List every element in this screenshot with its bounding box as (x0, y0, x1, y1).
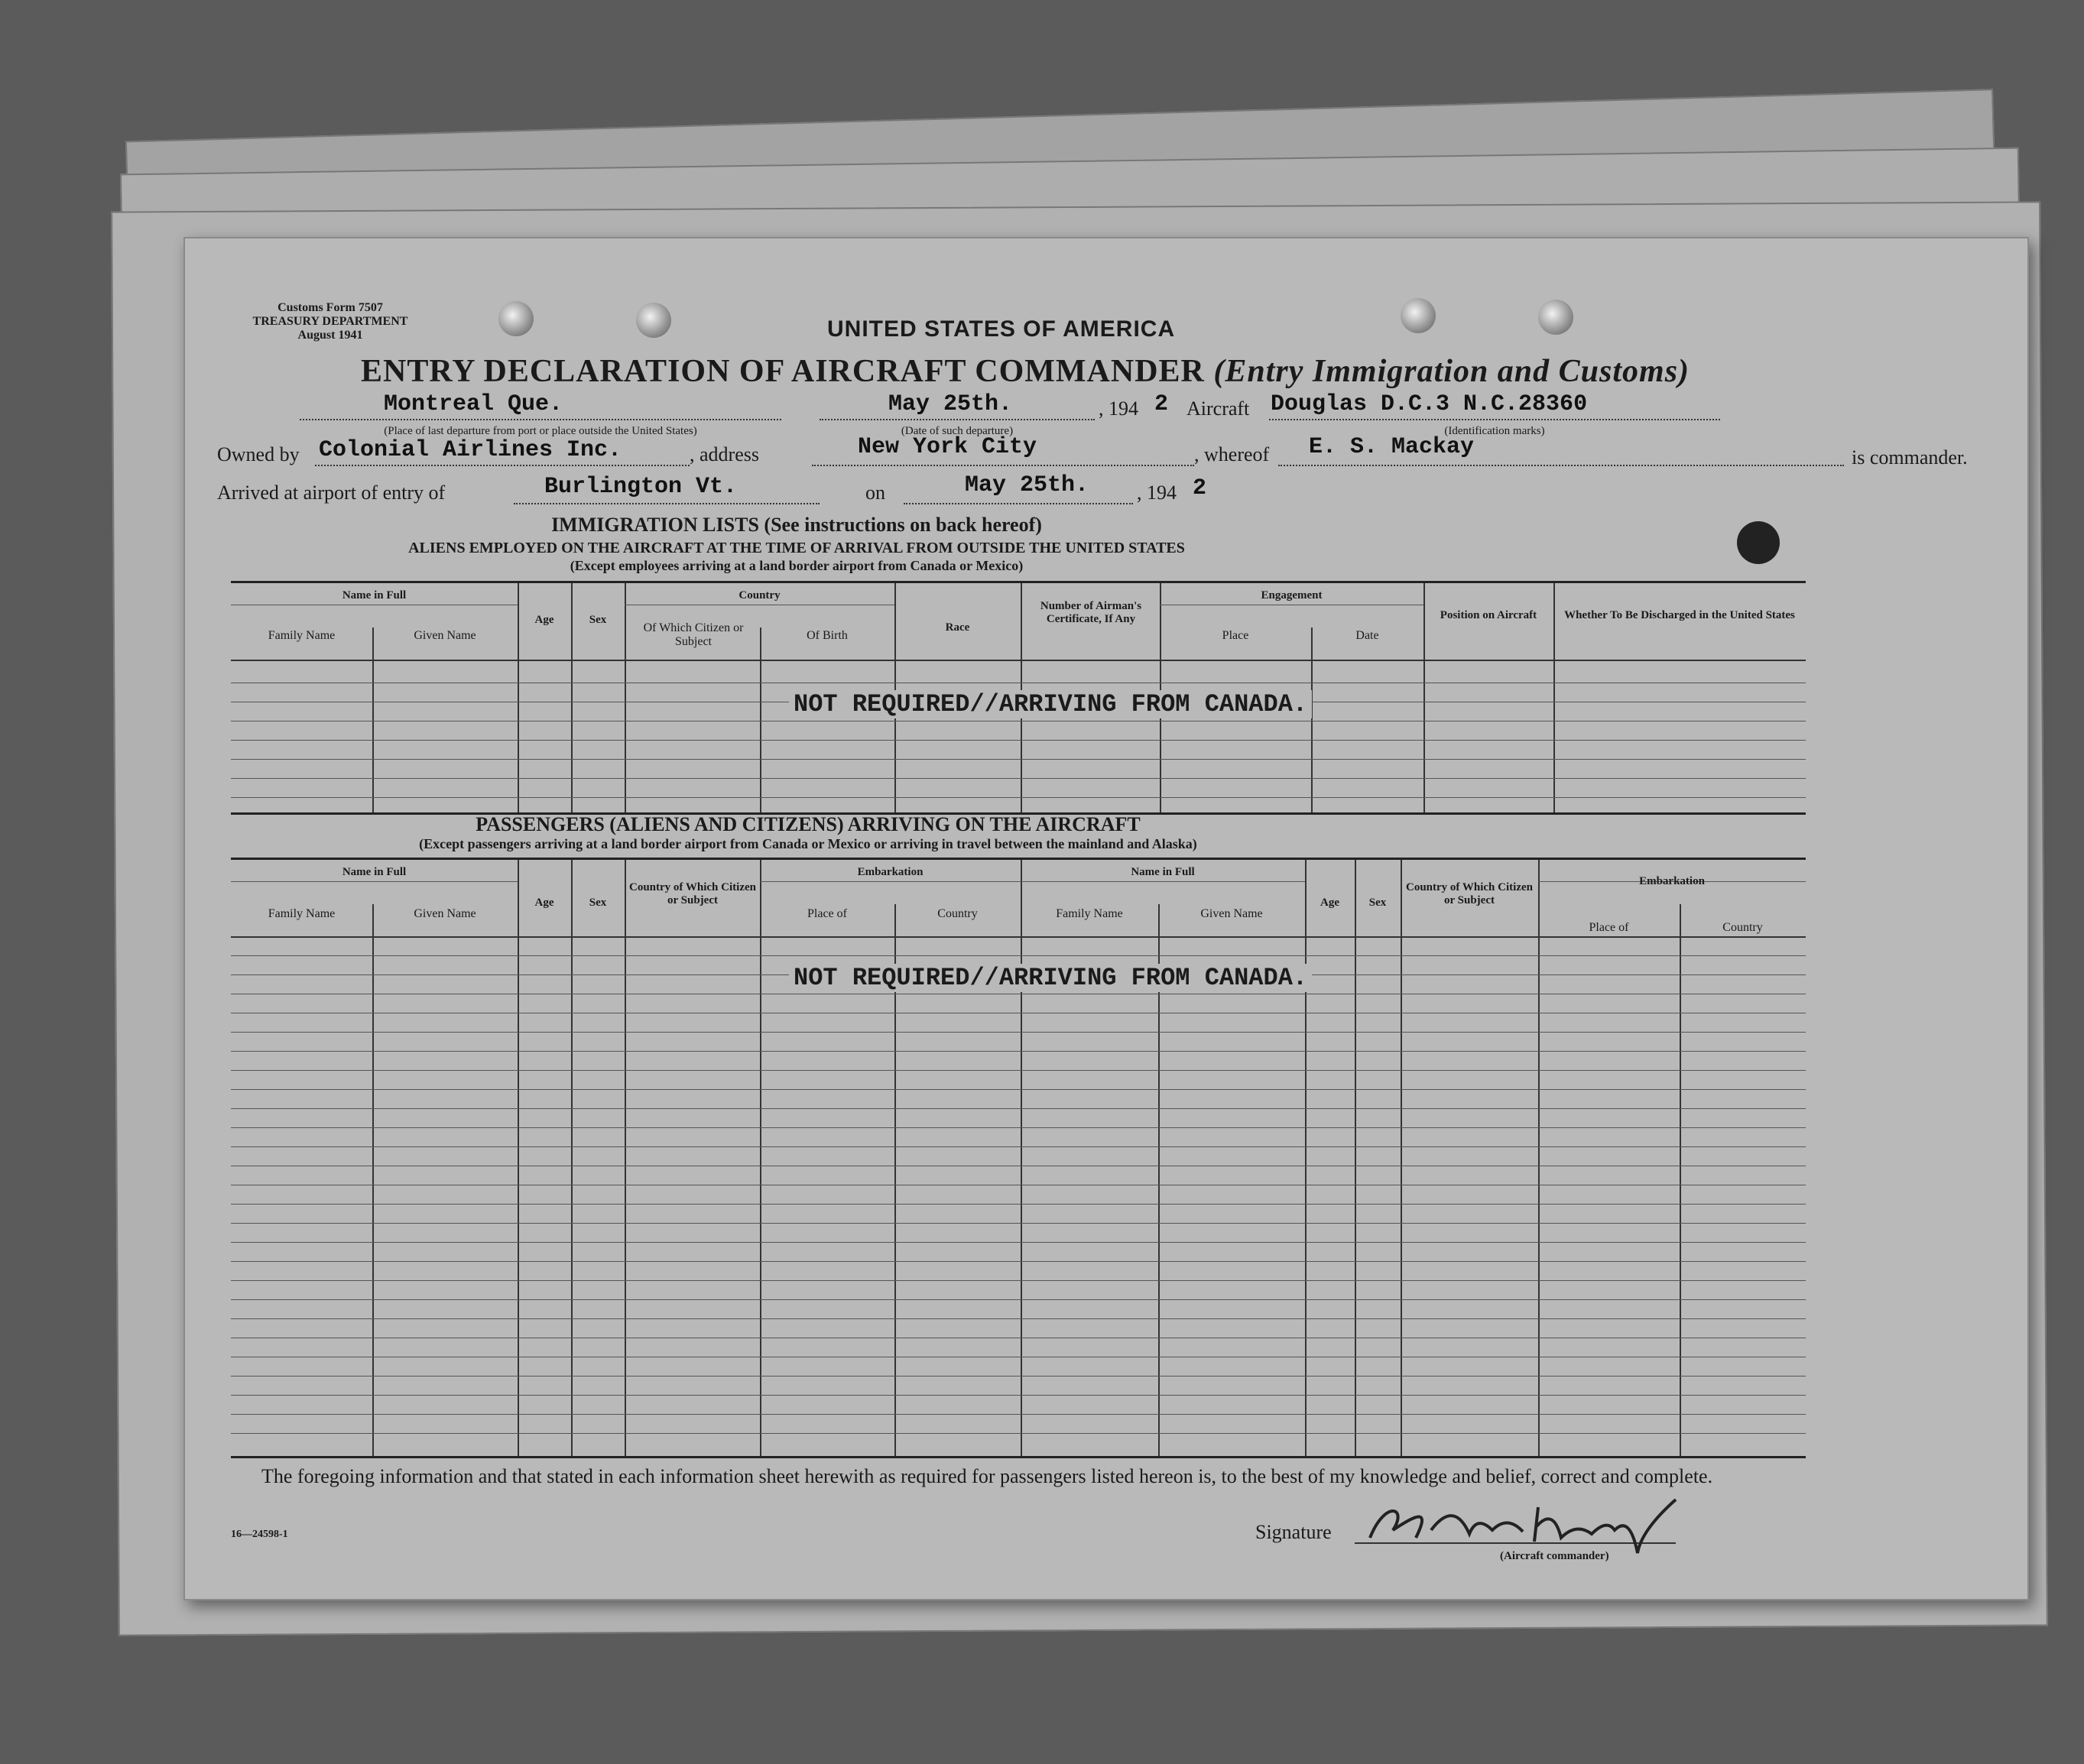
departure-place: Montreal Que. (384, 391, 563, 417)
pcol-embarkation-2: Embarkation (1639, 875, 1705, 887)
pcol-country: Country (937, 907, 978, 920)
punch-hole-icon (1538, 300, 1573, 335)
signature-caption: (Aircraft commander) (1500, 1550, 1609, 1562)
signature-scribble (1362, 1484, 1683, 1561)
address-line (812, 465, 1194, 466)
arrival-date: May 25th. (965, 472, 1089, 498)
pcol-country-2: Country (1722, 921, 1763, 934)
arrival-airport: Burlington Vt. (544, 474, 738, 500)
department: TREASURY DEPARTMENT (252, 315, 408, 328)
col-given-name: Given Name (414, 629, 476, 642)
owned-by-label: Owned by (217, 443, 300, 465)
col-name-in-full: Name in Full (342, 589, 407, 602)
immigration-subheading-2: (Except employees arriving at a land border airport from Canada or Mexico) (570, 558, 1024, 573)
pcol-family-name: Family Name (268, 907, 336, 920)
punch-hole-icon (1401, 298, 1436, 333)
year-prefix: , 194 (1099, 397, 1138, 420)
crew-not-required-stamp: NOT REQUIRED//ARRIVING FROM CANADA. (789, 690, 1312, 718)
col-of-birth: Of Birth (807, 629, 848, 642)
passenger-not-required-stamp: NOT REQUIRED//ARRIVING FROM CANADA. (789, 964, 1312, 992)
col-family-name: Family Name (268, 629, 336, 642)
departure-date-caption: (Date of such departure) (901, 425, 1014, 437)
title-paren: (Entry Immigration and Customs) (1213, 354, 1690, 389)
owner-address: New York City (858, 434, 1037, 460)
aircraft-id: Douglas D.C.3 N.C.28360 (1271, 391, 1588, 417)
form-number-block (223, 301, 437, 342)
pcol-citizen-of-2: Country of Which Citizen or Subject (1406, 881, 1533, 906)
form-edition: August 1941 (297, 329, 363, 342)
pcol-embarkation: Embarkation (857, 866, 924, 878)
col-position: Position on Aircraft (1440, 609, 1537, 621)
pcol-sex-2: Sex (1368, 897, 1387, 909)
pcol-age-2: Age (1320, 897, 1339, 909)
col-airman-cert: Number of Airman's Certificate, If Any (1040, 600, 1142, 625)
country-heading: UNITED STATES OF AMERICA (827, 316, 1176, 342)
declaration-form (183, 237, 2029, 1600)
immigration-heading: IMMIGRATION LISTS (See instructions on back hereof) (551, 514, 1042, 536)
col-citizen-of: Of Which Citizen or Subject (643, 621, 744, 648)
pcol-place-of: Place of (807, 907, 847, 920)
address-label: , address (690, 443, 759, 465)
col-engagement: Engagement (1261, 589, 1323, 602)
crew-table (231, 581, 1806, 815)
pcol-sex: Sex (589, 897, 607, 909)
arrival-year-prefix: , 194 (1137, 482, 1177, 504)
immigration-subheading: ALIENS EMPLOYED ON THE AIRCRAFT AT THE TIME OF ARRIVAL FROM OUTSIDE THE UNITED STATES (408, 540, 1185, 556)
pcol-family-name-2: Family Name (1056, 907, 1123, 920)
arrival-year-digit: 2 (1193, 475, 1207, 501)
pcol-citizen-of: Country of Which Citizen or Subject (629, 881, 756, 906)
col-place: Place (1222, 629, 1249, 642)
pcol-name-in-full-2: Name in Full (1131, 866, 1195, 878)
departure-year-digit: 2 (1154, 391, 1169, 417)
on-label: on (865, 482, 885, 504)
aircraft-line (1269, 419, 1720, 420)
page-title (361, 353, 1690, 390)
passengers-heading: PASSENGERS (ALIENS AND CITIZENS) ARRIVING ON THE AIRCRAFT (476, 813, 1141, 835)
col-discharged: Whether To Be Discharged in the United States (1564, 609, 1795, 621)
pcol-age: Age (534, 897, 554, 909)
punch-hole-icon (498, 301, 534, 336)
certification-statement: The foregoing information and that stated in each information sheet herewith as required for passengers listed hereon is, to the best of my knowledge and belief, correct and complete. (261, 1465, 1713, 1487)
signature-label: Signature (1255, 1521, 1332, 1543)
pcol-given-name: Given Name (414, 907, 476, 920)
departure-place-caption: (Place of last departure from port or place outside the United States) (384, 425, 697, 437)
col-age: Age (534, 614, 554, 626)
departure-date: May 25th. (888, 391, 1013, 417)
commander-line (1278, 465, 1844, 466)
owner-line (315, 465, 690, 466)
passengers-subheading: (Except passengers arriving at a land border airport from Canada or Mexico or arriving in travel between the mainland and Alaska) (419, 836, 1197, 851)
is-commander-label: is commander. (1852, 446, 1968, 469)
aircraft-label: Aircraft (1186, 397, 1250, 420)
pcol-name-in-full: Name in Full (342, 866, 407, 878)
col-sex: Sex (589, 614, 607, 626)
form-id: Customs Form 7507 (278, 301, 383, 314)
date-line (820, 419, 1095, 420)
arrival-airport-line (514, 503, 820, 504)
pcol-given-name-2: Given Name (1200, 907, 1263, 920)
punch-hole-icon (636, 303, 671, 338)
col-race: Race (945, 621, 970, 634)
commander-name: E. S. Mackay (1309, 434, 1475, 460)
title-main: ENTRY DECLARATION OF AIRCRAFT COMMANDER (361, 354, 1205, 389)
aircraft-id-caption: (Identification marks) (1444, 425, 1545, 437)
passenger-table (231, 858, 1806, 1458)
col-date: Date (1355, 629, 1379, 642)
owner-name: Colonial Airlines Inc. (319, 437, 622, 463)
tag-icon (1737, 521, 1780, 564)
whereof-label: , whereof (1194, 443, 1270, 465)
arrival-date-line (904, 503, 1133, 504)
pcol-place-of-2: Place of (1589, 921, 1629, 934)
col-country: Country (738, 589, 781, 602)
arrived-label: Arrived at airport of entry of (217, 482, 446, 504)
print-code: 16—24598-1 (231, 1529, 288, 1540)
departure-line (300, 419, 781, 420)
